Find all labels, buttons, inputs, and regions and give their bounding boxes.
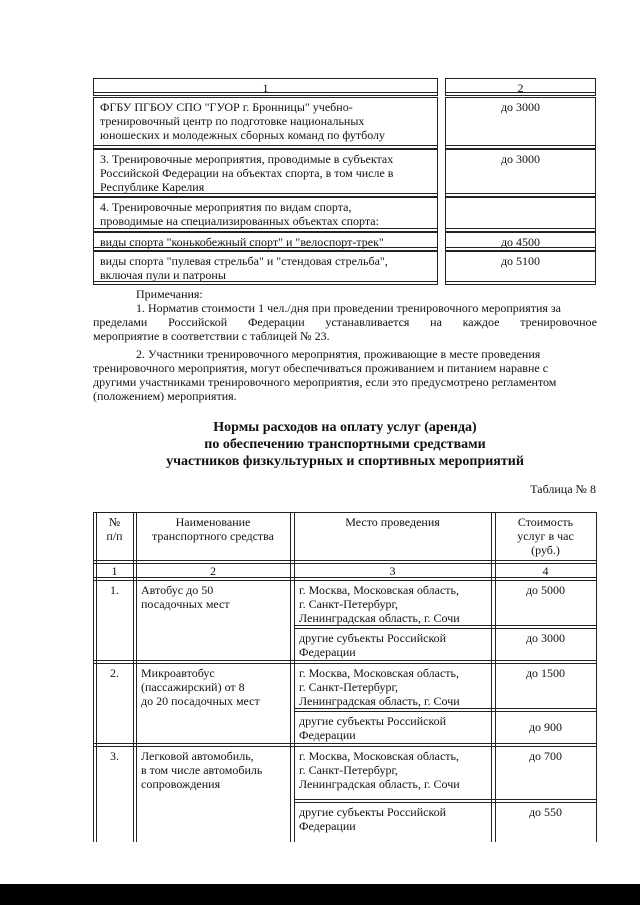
note-1-line: пределами Российской Федерации устанавливается на каждое тренировочное	[93, 315, 597, 329]
vehicle-name: Легковой автомобиль, в том числе автомобиль сопровождения	[141, 749, 263, 791]
cost: до 700	[528, 749, 563, 763]
place: другие субъекты Российской Федерации	[299, 714, 447, 742]
place: г. Москва, Московская область, г. Санкт-Петербург, Ленинградская область, г. Сочи	[299, 583, 460, 625]
cost: до 1500	[525, 666, 566, 680]
table-label: Таблица № 8	[530, 482, 596, 496]
note-1-line: мероприятие в соответствии с таблицей № 23.	[93, 329, 330, 343]
header-place: Место проведения	[345, 515, 440, 529]
row-text-line: тренировочный центр по подготовке национальных	[100, 114, 365, 128]
row-text-line: юношеских и молодежных сборных команд по футболу	[100, 128, 386, 142]
col-number: 1	[111, 564, 118, 578]
notes-title: Примечания:	[136, 287, 203, 301]
table-row	[93, 97, 596, 149]
section-heading	[93, 419, 597, 470]
note-2-line: (положением) мероприятия.	[93, 389, 237, 403]
row-text-line: Республике Карелия	[100, 180, 205, 194]
table-row	[93, 251, 596, 285]
top-table-header-row	[93, 78, 596, 96]
place: другие субъекты Российской Федерации	[299, 805, 447, 833]
row-value: до 4500	[500, 235, 541, 249]
row-number: 2.	[110, 666, 119, 680]
table-row	[93, 232, 596, 251]
table-row	[93, 197, 596, 232]
row-value: до 3000	[500, 152, 541, 166]
place: г. Москва, Московская область, г. Санкт-Петербург, Ленинградская область, г. Сочи	[299, 666, 460, 708]
table-row	[93, 149, 596, 197]
place: г. Москва, Московская область, г. Санкт-Петербург, Ленинградская область, г. Сочи	[299, 749, 460, 791]
row-text-line: проводимые на специализированных объектах спорта:	[100, 214, 379, 228]
row-text-line: 4. Тренировочные мероприятия по видам спорта,	[100, 200, 352, 214]
row-text-line: виды спорта "пулевая стрельба" и "стендовая стрельба",	[100, 254, 388, 268]
header-name: Наименование транспортного средства	[151, 515, 275, 543]
note-2-line: 2. Участники тренировочного мероприятия, проживающие в месте проведения	[136, 347, 541, 361]
col-number: 3	[389, 564, 396, 578]
row-text-line: виды спорта "конькобежный спорт" и "велоспорт-трек"	[100, 235, 384, 249]
vehicle-name: Автобус до 50 посадочных мест	[141, 583, 230, 611]
table-8	[93, 512, 597, 842]
note-2-line: другими участниками тренировочного мероприятия, если это предусмотрено регламентом	[93, 375, 557, 389]
heading-line: участников физкультурных и спортивных мероприятий	[166, 454, 524, 469]
cost: до 900	[528, 720, 563, 734]
header-cost: Стоимость услуг в час (руб.)	[517, 515, 574, 557]
note-2-line: тренировочного мероприятия, могут обеспечиваться проживанием и питанием наравне с	[93, 361, 549, 375]
heading-line: по обеспечению транспортными средствами	[204, 437, 486, 452]
row-text-line: 3. Тренировочные мероприятия, проводимые в субъектах	[100, 152, 394, 166]
row-number: 3.	[110, 749, 119, 763]
row-text-line: включая пули и патроны	[100, 268, 226, 282]
header-col1: 1	[262, 81, 269, 95]
vehicle-name: Микроавтобус (пассажирский) от 8 до 20 посадочных мест	[141, 666, 260, 708]
place: другие субъекты Российской Федерации	[299, 631, 447, 659]
row-number: 1.	[110, 583, 119, 597]
row-value: до 3000	[500, 100, 541, 114]
heading-line: Нормы расходов на оплату услуг (аренда)	[213, 420, 477, 435]
row-value: до 5100	[500, 254, 541, 268]
header-col2: 2	[517, 81, 524, 95]
row-text-line: ФГБУ ПГБОУ СПО "ГУОР г. Бронницы" учебно-	[100, 100, 353, 114]
col-number: 2	[210, 564, 216, 578]
header-num: № п/п	[106, 515, 123, 543]
cost: до 5000	[525, 583, 566, 597]
row-text-line: Российской Федерации на объектах спорта, в том числе в	[100, 166, 394, 180]
note-1-line: 1. Норматив стоимости 1 чел./дня при проведении тренировочного мероприятия за	[136, 301, 561, 315]
scan-bottom-edge	[0, 884, 640, 905]
cost: до 3000	[525, 631, 566, 645]
col-number: 4	[542, 564, 549, 578]
cost: до 550	[528, 805, 563, 819]
